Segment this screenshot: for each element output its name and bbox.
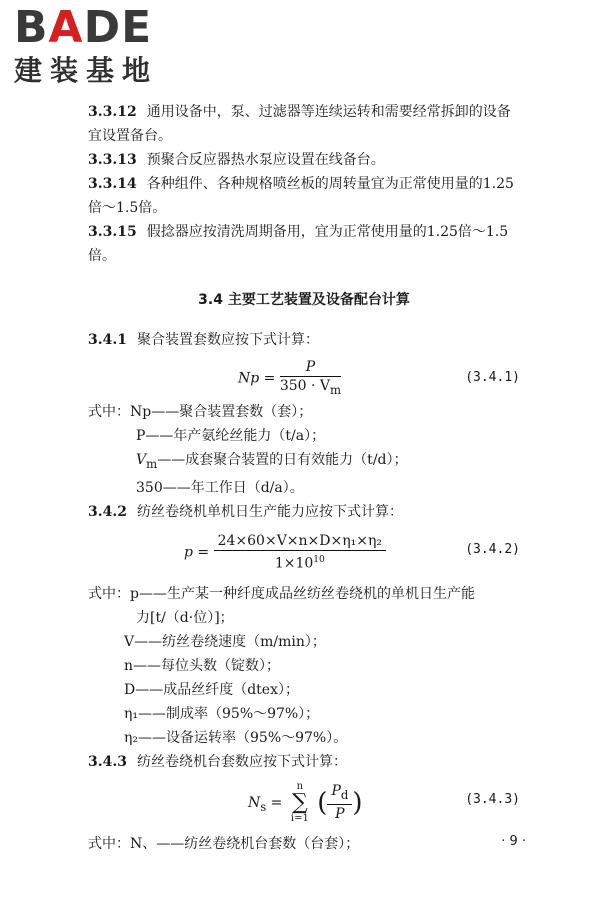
- clause-3-3-13: 3.3.13 预聚合反应器热水泵应设置在线备台。: [88, 152, 385, 168]
- formula-3-4-2: p = $\frac{\text{24×60×V×n×D×η₁×η₂}}{1\times 10^{10}}$ (3.4.2): [184, 532, 520, 572]
- document-body: [88, 100, 520, 856]
- logo-subtitle: 建装基地: [14, 54, 159, 87]
- variables-3-4-2: 式中：p——生产某一种纤度成品丝纺丝卷绕机的单机日生产能 力[t/（d·位）]； V——纺丝卷绕速度（m/min）； n——每位头数（锭数）； D——成品丝纤度（dtex）； η₁——制成率（95%～97%）； η₂——设备运转率（95%～97%）。: [88, 585, 475, 746]
- clause-3-4-2: 3.4.2 纺丝卷绕机单机日生产能力应按下式计算：: [88, 503, 403, 520]
- clause-3-4-3: 3.4.3 纺丝卷绕机台套数应按下式计算：: [88, 753, 347, 770]
- clause-3-4-1: 3.4.1 聚合装置套数应按下式计算：: [88, 332, 319, 348]
- equation-number: (3.4.3): [465, 791, 520, 807]
- formula-3-4-3: $N_s$ = n ∑ i=1 ( $\frac{P_d}{P}$ ) (3.4.3): [248, 780, 520, 824]
- clause-3-3-12: 3.3.12 通用设备中，泵、过滤器等连续运转和需要经常拆卸的设备宜设置备台。: [88, 104, 511, 144]
- equation-number: (3.4.1): [465, 370, 520, 385]
- page-number: · 9 ·: [501, 834, 526, 849]
- equation-number: (3.4.2): [465, 541, 520, 557]
- formula-3-4-1: Np = $\frac{P}{350 \cdot V_m}$ (3.4.1): [238, 359, 520, 397]
- section-heading: 3.4 主要工艺装置及设备配台计算: [198, 292, 410, 308]
- variables-3-4-1: 式中：Np——聚合装置套数（套）； P——年产氨纶丝能力（t/a）； $V_m——$成套聚合装置的日有效能力（t/d）； 350——年工作日（d/a）。: [88, 404, 408, 496]
- clause-3-3-15: 3.3.15 假捻器应按清洗周期备用，宜为正常使用量的1.25倍～1.5倍。: [88, 224, 509, 264]
- clause-3-3-14: 3.3.14 各种组件、各种规格喷丝板的周转量宜为正常使用量的1.25倍～1.5倍。: [88, 176, 514, 216]
- logo-wordmark: BADE: [14, 2, 153, 53]
- variables-3-4-3: 式中：N、——纺丝卷绕机台套数（台套）；: [88, 835, 360, 852]
- bade-logo: [14, 4, 184, 88]
